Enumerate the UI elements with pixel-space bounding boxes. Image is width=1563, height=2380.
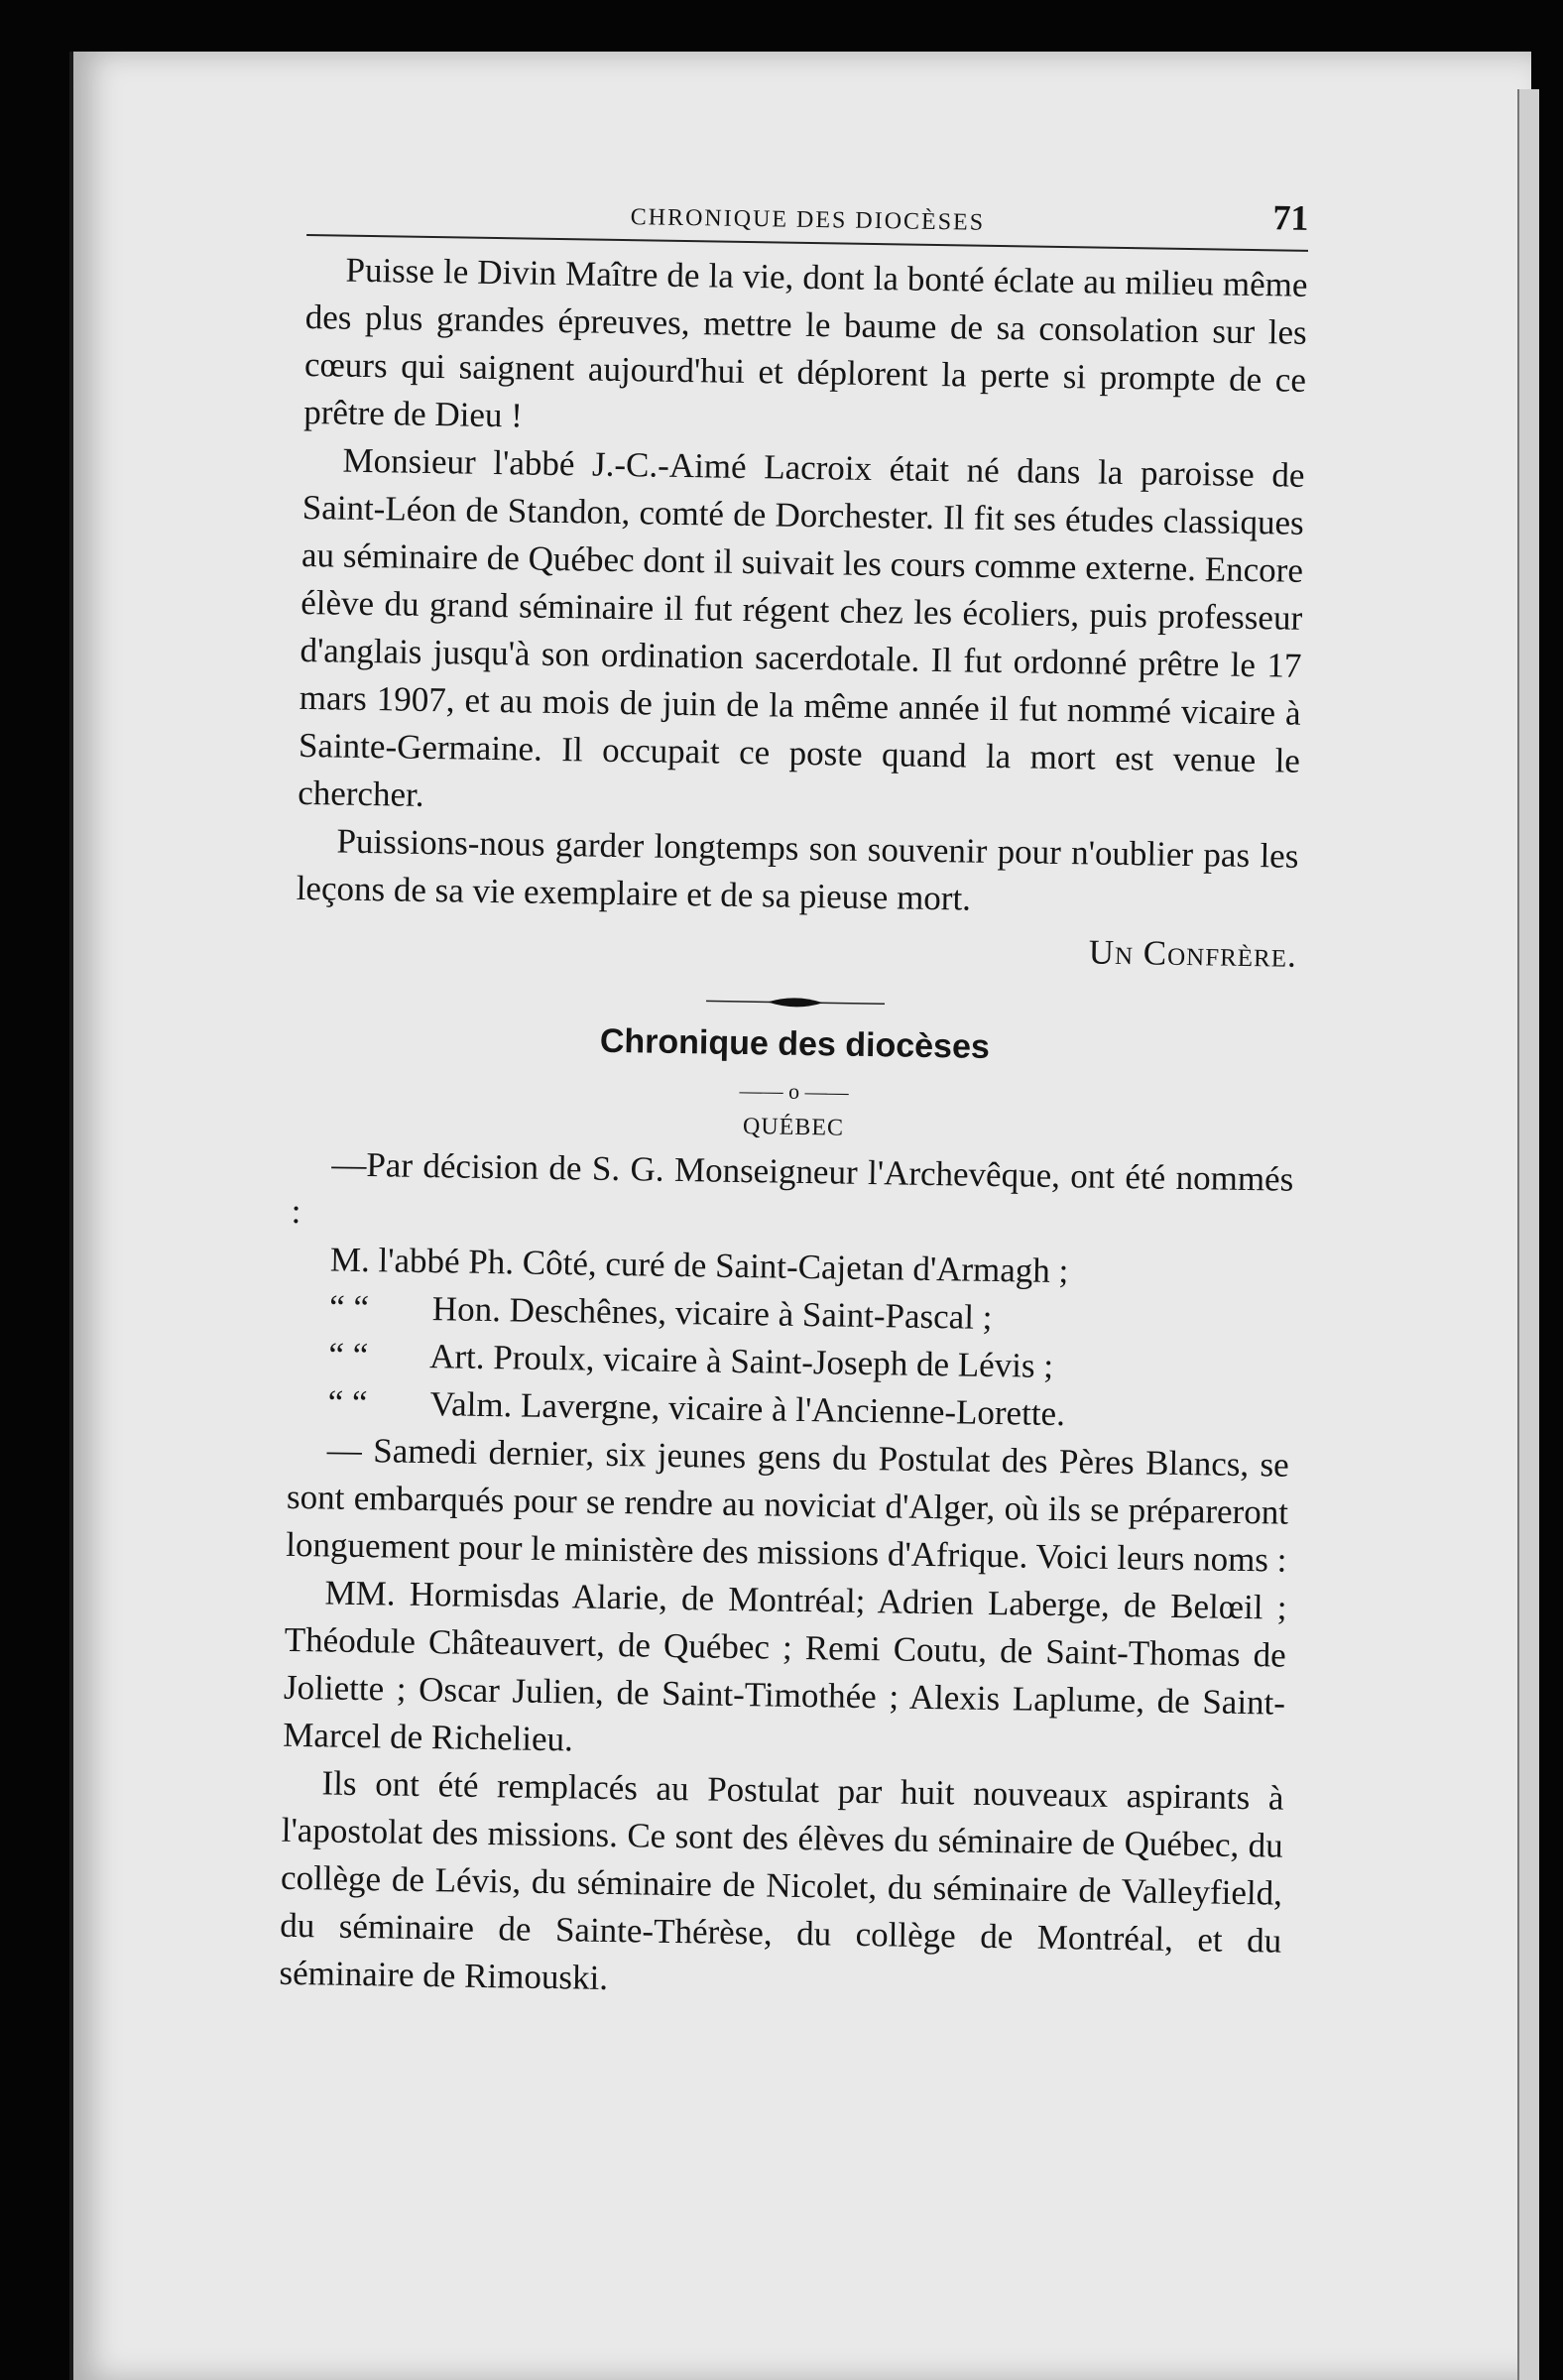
ditto-marks: “ “ — [328, 1287, 370, 1328]
obituary-paragraph-3: Puissions-nous garder longtemps son souvenir pour n'oublier pas les leçons de sa vie exemplaire et de sa pieuse mort. — [296, 821, 1299, 918]
obituary-paragraph-2: Monsieur l'abbé J.-C.-Aimé Lacroix était né dans la paroisse de Saint-Léon de Standon, comté de Dorchester. Il fit ses études classiques au séminaire de Québec dont il suivait les cours comme externe. Encore élève du grand séminaire il fut régent chez les écoliers, puis professeur d'anglais jusqu'à son ordination sacerdotale. Il fut ordonné prêtre le 17 mars 1907, et au mois de juin de la même année il fut nommé vicaire à Sainte-Germaine. Il occupait ce poste quand la mort est venue le chercher. — [297, 440, 1305, 814]
appointment-text: Valm. Lavergne, vicaire à l'Ancienne-Lorette. — [429, 1384, 1066, 1434]
section-title: Chronique des diocèses — [599, 1021, 991, 1066]
signature: Un Confrère. — [1088, 932, 1298, 975]
running-title: CHRONIQUE DES DIOCÈSES — [630, 204, 986, 236]
obituary-paragraph-1: Puisse le Divin Maître de la vie, dont la bonté éclate au milieu même des plus grandes épreuves, mettre le baume de sa consolation sur les cœurs qui saignent aujourd'hui et déplorent la perte si prompte de ce prêtre de Dieu ! — [302, 250, 1308, 435]
page-content — [279, 178, 1309, 2013]
appointment-text: Ph. Côté, curé de Saint-Cajetan d'Armagh ; — [468, 1242, 1069, 1291]
page-edge — [1517, 89, 1539, 2380]
appointment-prefix: M. l'abbé — [329, 1240, 460, 1281]
ditto-marks: “ “ — [328, 1335, 369, 1375]
subsection-title: QUÉBEC — [742, 1114, 845, 1141]
postulat-paragraph: — Samedi dernier, six jeunes gens du Postulat des Pères Blancs, se sont embarqués pour se rendre au noviciat d'Alger, où ils se prépareront longuement pour le ministère des missions d'Afrique. Voici leurs noms : — [286, 1430, 1290, 1580]
page-number: 71 — [1272, 197, 1309, 238]
appointments-intro: —Par décision de S. G. Monseigneur l'Archevêque, ont été nommés : — [291, 1144, 1294, 1232]
appointment-text: Hon. Deschênes, vicaire à Saint-Pascal ; — [431, 1289, 993, 1337]
names-paragraph: MM. Hormisdas Alarie, de Montréal; Adrien Laberge, de Belœil ; Théodule Châteauvert, de Québec ; Remi Coutu, de Saint-Thomas de Joliette ; Oscar Julien, de Saint-Timothée ; Alexis Laplume, de Saint-Marcel de Richelieu. — [283, 1573, 1287, 1759]
replacement-paragraph: Ils ont été remplacés au Postulat par huit nouveaux aspirants à l'apostolat des missions. Ce sont des élèves du séminaire de Québec, du collège de Lévis, du séminaire de Nicolet, du séminaire de Valleyfield, du séminaire de Sainte-Thérèse, du collège de Montréal, et du séminaire de Rimouski. — [279, 1763, 1284, 1997]
ditto-marks: “ “ — [327, 1382, 368, 1423]
section-rule: —— o —— — [739, 1077, 849, 1105]
appointment-text: Art. Proulx, vicaire à Saint-Joseph de Lévis ; — [428, 1337, 1054, 1385]
